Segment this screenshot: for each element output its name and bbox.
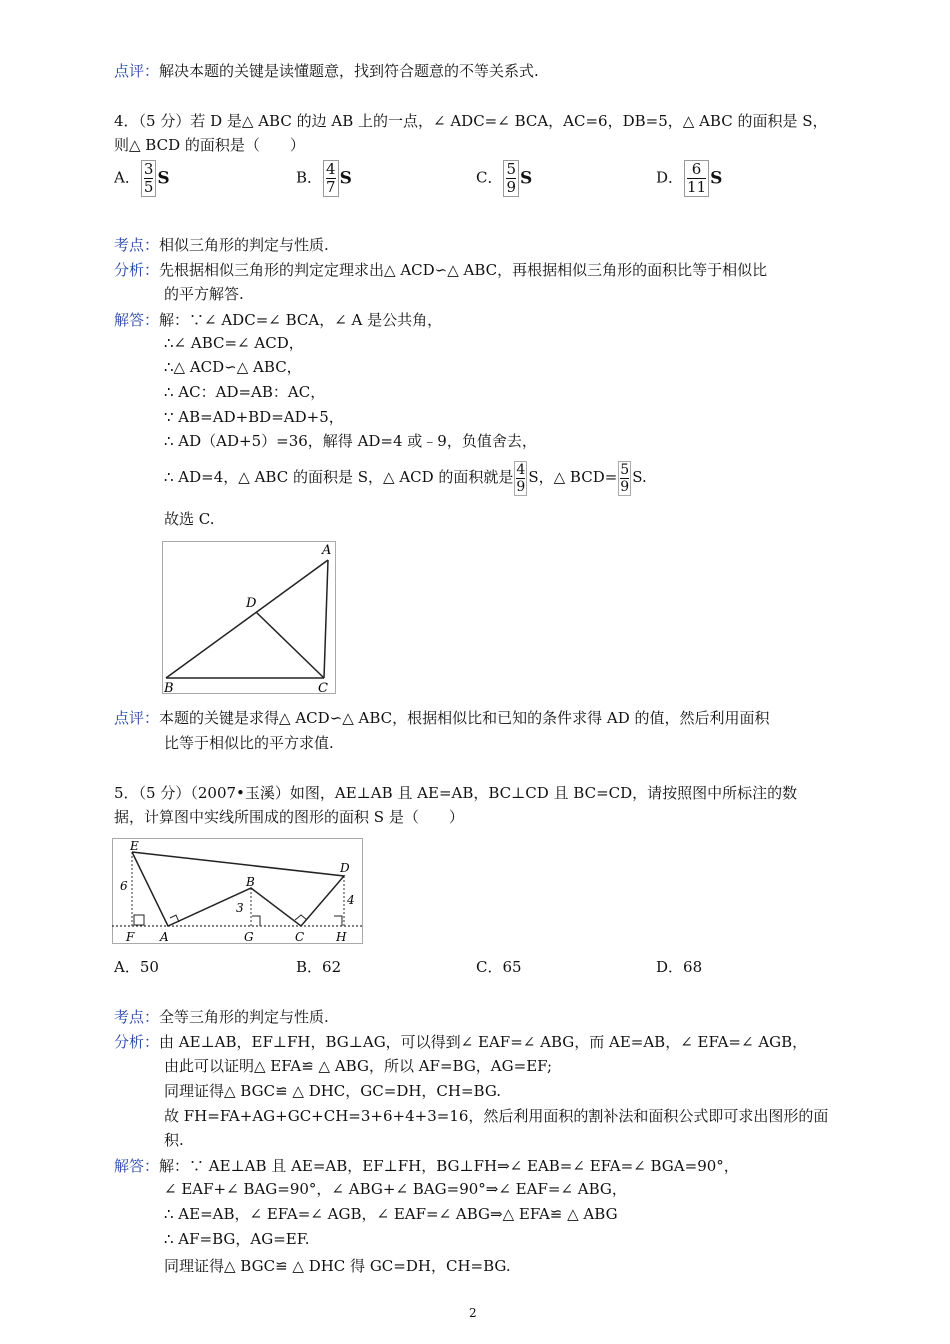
q4-step-2: ∴∠ ABC=∠ ACD， bbox=[164, 334, 304, 352]
q4-fenxi-2: 的平方解答. bbox=[164, 285, 244, 303]
fraction: $\frac{5}{9}$ bbox=[503, 160, 519, 197]
q5-figure bbox=[112, 838, 363, 944]
q5-fenxi-4: 故 FH=FA+AG+GC+CH=3+6+4+3=16，然后利用面积的割补法和面积公式即可求出图形的面 bbox=[164, 1107, 829, 1125]
fraction: $\frac{4}{7}$ bbox=[323, 160, 339, 197]
q5-stem-line1: 5．（5 分）（2007•玉溪）如图，AE⊥AB 且 AE=AB，BC⊥CD 且 BC=CD，请按照图中所标注的数 bbox=[114, 784, 798, 802]
right-angle-g bbox=[252, 916, 260, 926]
q5-fenxi-3: 同理证得△ BGC≌ △ DHC，GC=DH，CH=BG. bbox=[164, 1082, 502, 1100]
label-g: G bbox=[244, 930, 254, 944]
q5-option-d: D．68 bbox=[656, 958, 703, 976]
label-h: H bbox=[336, 930, 347, 944]
q5-option-b: B．62 bbox=[296, 958, 342, 976]
q5-fenxi-2: 由此可以证明△ EFA≌ △ ABG，所以 AF=BG，AG=EF; bbox=[164, 1057, 553, 1075]
q4-triangle-figure bbox=[162, 541, 336, 694]
fraction: $\frac{4}{9}$ bbox=[516, 461, 526, 495]
q4-step-5: ∵ AB=AD+BD=AD+5， bbox=[164, 408, 344, 426]
q4-option-c: C． $\frac{5}{9}$ S bbox=[476, 160, 533, 196]
right-angle-c bbox=[295, 915, 307, 920]
label-f: F bbox=[126, 930, 135, 944]
fraction: $\frac{3}{5}$ bbox=[141, 160, 157, 197]
q4-option-a: A． $\frac{3}{5}$ S bbox=[114, 160, 170, 196]
q4-stem-line2: 则△ BCD 的面积是（ ） bbox=[114, 136, 305, 154]
right-angle-f bbox=[134, 915, 144, 925]
q5-step-2: ∠ EAF+∠ BAG=90°，∠ ABG+∠ BAG=90°⇒∠ EAF=∠ ABG， bbox=[164, 1180, 627, 1198]
label-a: A bbox=[322, 543, 332, 558]
label-b: B bbox=[164, 681, 174, 694]
q4-option-d: D． $\frac{6}{11}$ S bbox=[656, 160, 723, 196]
segment-dc bbox=[256, 612, 324, 678]
label-four: 4 bbox=[347, 893, 355, 907]
label-e: E bbox=[130, 839, 139, 853]
q4-option-b: B． $\frac{4}{7}$ S bbox=[296, 160, 352, 196]
q5-step-4: ∴ AF=BG，AG=EF. bbox=[164, 1230, 310, 1248]
q4-review-2: 比等于相似比的平方求值. bbox=[164, 734, 334, 752]
right-angle-h bbox=[334, 916, 342, 926]
segment-ac bbox=[324, 560, 328, 678]
q4-review: 点评：本题的关键是求得△ ACD∽△ ABC，根据相似比和已知的条件求得 AD 的值，然后利用面积 bbox=[114, 709, 770, 727]
label-three: 3 bbox=[236, 901, 244, 915]
q4-choose: 故选 C. bbox=[164, 510, 215, 528]
review-text: 解决本题的关键是读懂题意，找到符合题意的不等关系式. bbox=[159, 62, 539, 80]
q5-option-c: C．65 bbox=[476, 958, 522, 976]
segment-ba bbox=[166, 560, 328, 678]
prev-review bbox=[114, 60, 539, 82]
q5-fenxi-5: 积. bbox=[164, 1131, 184, 1149]
fraction: $\frac{5}{9}$ bbox=[620, 461, 630, 495]
q5-kaodian: 考点：全等三角形的判定与性质. bbox=[114, 1008, 329, 1026]
q4-kaodian: 考点：相似三角形的判定与性质. bbox=[114, 236, 329, 254]
q4-stem-line1: 4．（5 分）若 D 是△ ABC 的边 AB 上的一点，∠ ADC=∠ BCA，AC=6，DB=5，△ ABC 的面积是 S， bbox=[114, 112, 828, 130]
q4-step-4: ∴ AC：AD=AB：AC， bbox=[164, 383, 326, 401]
q5-option-a: A．50 bbox=[114, 958, 159, 976]
label-six: 6 bbox=[120, 879, 128, 893]
q5-step-5: 同理证得△ BGC≌ △ DHC 得 GC=DH，CH=BG. bbox=[164, 1257, 511, 1275]
q4-jieda: 解答：解：∵∠ ADC=∠ BCA，∠ A 是公共角， bbox=[114, 311, 443, 329]
q5-stem-line2: 据，计算图中实线所围成的图形的面积 S 是（ ） bbox=[114, 808, 464, 826]
q5-jieda: 解答：解：∵ AE⊥AB 且 AE=AB，EF⊥FH，BG⊥FH⇒∠ EAB=∠ EFA=∠ BGA=90°， bbox=[114, 1157, 739, 1175]
q4-step-6: ∴ AD（AD+5）=36，解得 AD=4 或﹣9，负值舍去， bbox=[164, 432, 537, 450]
fraction: $\frac{6}{11}$ bbox=[684, 160, 709, 197]
label-c: C bbox=[295, 930, 305, 944]
q4-fenxi: 分析：先根据相似三角形的判定定理求出△ ACD∽△ ABC，再根据相似三角形的面积比等于相似比 bbox=[114, 261, 768, 279]
label-a: A bbox=[160, 930, 169, 944]
review-tag: 点评： bbox=[114, 62, 160, 80]
q4-step-3: ∴△ ACD∽△ ABC， bbox=[164, 358, 302, 376]
label-c: C bbox=[318, 681, 328, 694]
q4-step-7: ∴ AD=4，△ ABC 的面积是 S，△ ACD 的面积就是 $\frac{4}{9}$ S，△ BCD= $\frac{5}{9}$ S. bbox=[164, 461, 647, 495]
label-d: D bbox=[246, 596, 257, 611]
label-d: D bbox=[340, 861, 350, 875]
label-b: B bbox=[246, 875, 255, 889]
q5-step-3: ∴ AE=AB，∠ EFA=∠ AGB，∠ EAF=∠ ABG⇒△ EFA≌ △ ABG bbox=[164, 1205, 618, 1223]
q5-fenxi: 分析：由 AE⊥AB，EF⊥FH，BG⊥AG，可以得到∠ EAF=∠ ABG，而 AE=AB，∠ EFA=∠ AGB， bbox=[114, 1033, 808, 1051]
page-number: 2 bbox=[469, 1306, 477, 1320]
